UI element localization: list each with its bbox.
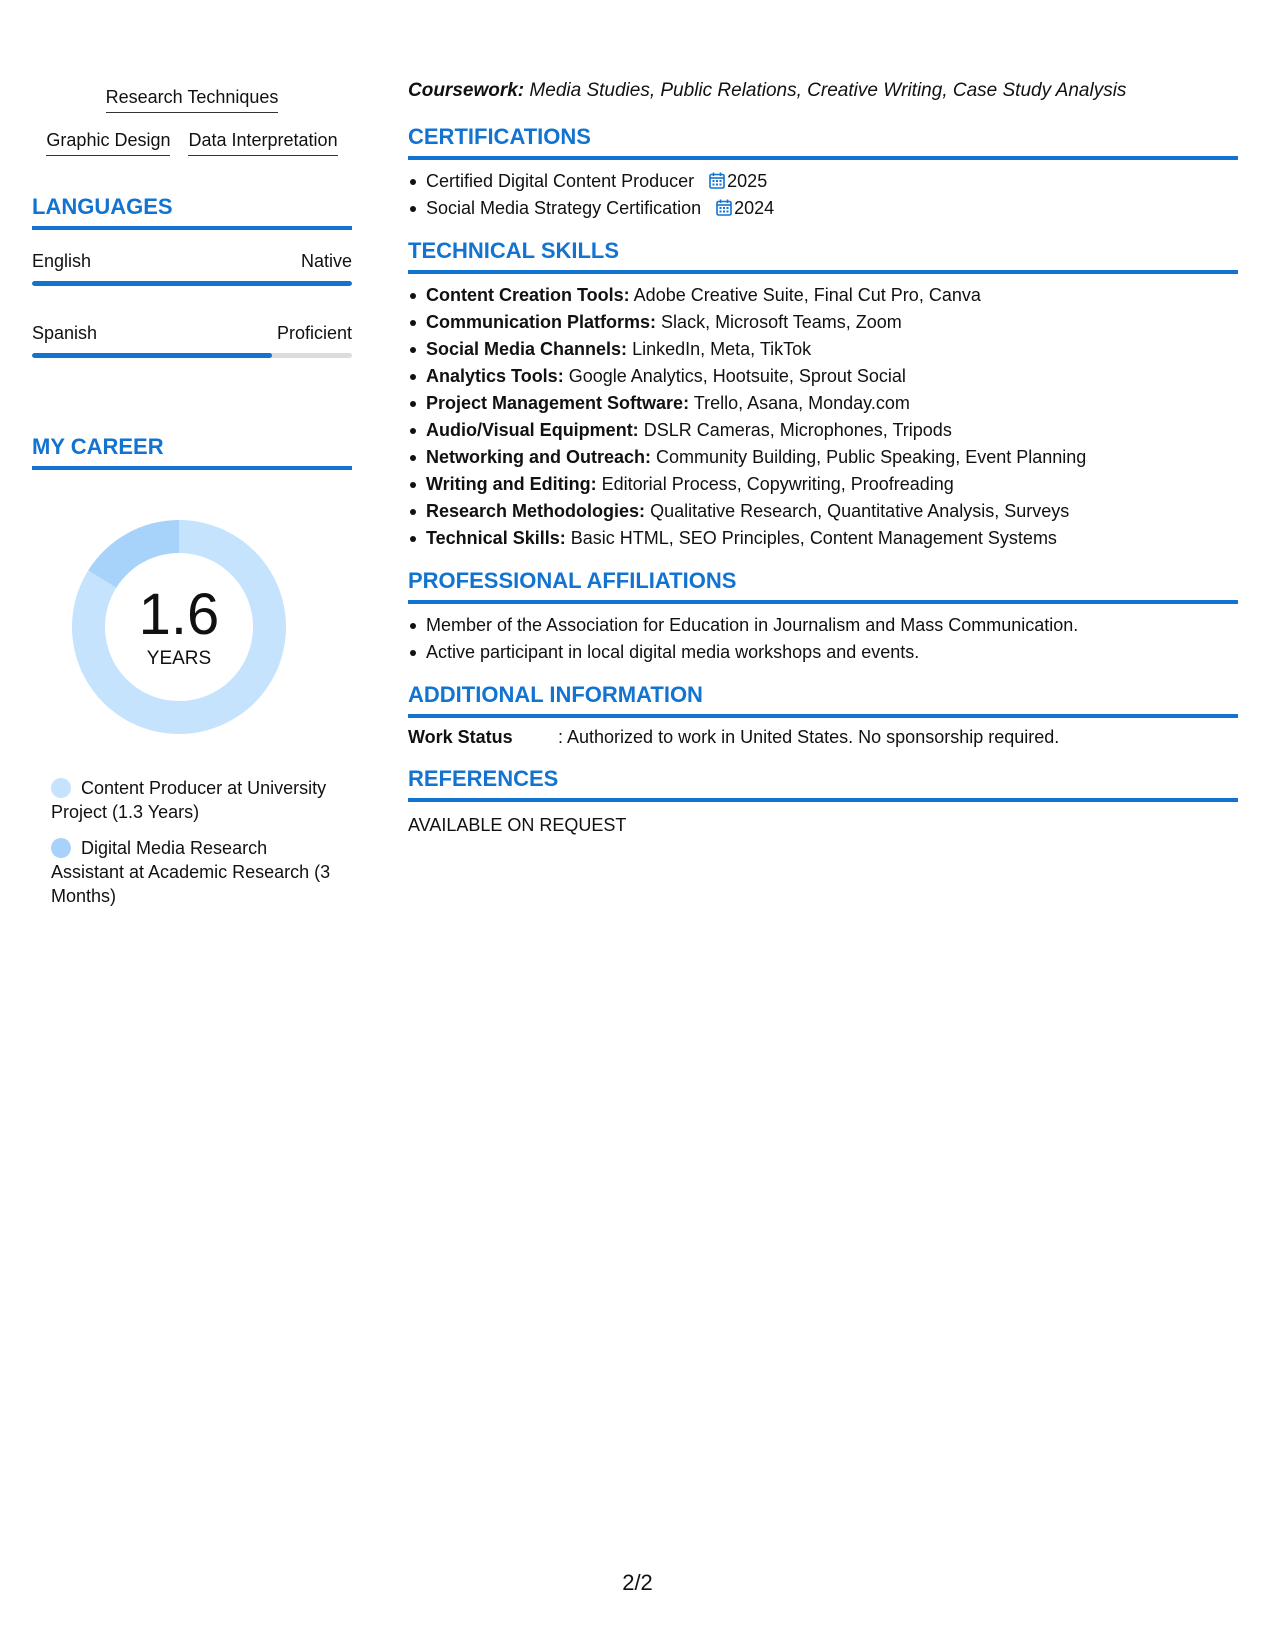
skill-tag: Data Interpretation: [188, 129, 337, 156]
legend-dot: [51, 778, 71, 798]
language-name: Spanish: [32, 323, 98, 343]
calendar-icon: [716, 199, 732, 216]
career-legend: [51, 776, 341, 908]
language-level: Native: [300, 251, 352, 271]
skill-tag: Graphic Design: [46, 129, 170, 156]
skill-label: Networking and Outreach:: [426, 447, 652, 467]
references-heading: REFERENCES: [408, 766, 1238, 802]
skill-value: Trello, Asana, Monday.com: [693, 393, 910, 413]
main-content: [408, 78, 1238, 838]
affiliations-section: [408, 568, 1238, 666]
skill-tags-row-2: [32, 129, 352, 156]
skill-value: DSLR Cameras, Microphones, Tripods: [643, 420, 952, 440]
languages-section: [32, 194, 352, 358]
skill-label: Technical Skills:: [426, 528, 566, 548]
technical-skills-section: [408, 238, 1238, 552]
languages-heading: LANGUAGES: [32, 194, 352, 230]
references-text: AVAILABLE ON REQUEST: [408, 815, 627, 835]
skill-tags-row-1: [32, 86, 352, 113]
language-item: [32, 250, 352, 286]
certification-name: Certified Digital Content Producer: [426, 171, 695, 191]
skill-item: [408, 282, 1238, 309]
language-proficiency-fill: [32, 353, 272, 358]
skill-label: Analytics Tools:: [426, 366, 564, 386]
references-section: [408, 766, 1238, 838]
skill-label: Audio/Visual Equipment:: [426, 420, 639, 440]
affiliations-heading: PROFESSIONAL AFFILIATIONS: [408, 568, 1238, 604]
skill-item: [408, 498, 1238, 525]
certification-item: [408, 195, 1238, 222]
skill-label: Writing and Editing:: [426, 474, 597, 494]
skill-label: Project Management Software:: [426, 393, 690, 413]
additional-info-section: [408, 682, 1238, 750]
language-name: English: [32, 251, 92, 271]
skill-item: [408, 525, 1238, 552]
language-proficiency-fill: [32, 281, 352, 286]
skill-item: [408, 363, 1238, 390]
certification-year: 2024: [734, 198, 775, 218]
skill-value: Basic HTML, SEO Principles, Content Management Systems: [570, 528, 1057, 548]
work-status-row: [408, 724, 1238, 750]
career-legend-item: [51, 836, 341, 908]
skill-item: [408, 444, 1238, 471]
career-heading: MY CAREER: [32, 434, 352, 470]
legend-dot: [51, 838, 71, 858]
coursework-label: Coursework:: [408, 80, 525, 101]
skill-value: Google Analytics, Hootsuite, Sprout Social: [568, 366, 906, 386]
sidebar: [32, 86, 352, 920]
skill-value: LinkedIn, Meta, TikTok: [632, 339, 812, 359]
calendar-icon: [709, 172, 725, 189]
career-total-unit: YEARS: [146, 648, 212, 669]
work-status-value: : Authorized to work in United States. No sponsorship required.: [558, 727, 1060, 747]
skill-label: Research Methodologies:: [426, 501, 646, 521]
certification-item: [408, 168, 1238, 195]
skill-value: Community Building, Public Speaking, Event Planning: [656, 447, 1087, 467]
skill-value: Editorial Process, Copywriting, Proofreading: [601, 474, 954, 494]
skill-value: Adobe Creative Suite, Final Cut Pro, Canva: [633, 285, 981, 305]
language-proficiency-bar: [32, 281, 352, 286]
skill-tag: Research Techniques: [106, 86, 279, 113]
career-legend-item: [51, 776, 341, 824]
career-donut-chart: [64, 512, 294, 742]
work-status-label: Work Status: [408, 727, 513, 747]
skill-item: [408, 471, 1238, 498]
skill-item: [408, 309, 1238, 336]
skill-value: Qualitative Research, Quantitative Analysis, Surveys: [650, 501, 1070, 521]
additional-info-heading: ADDITIONAL INFORMATION: [408, 682, 1238, 718]
certifications-section: [408, 124, 1238, 222]
skill-item: [408, 336, 1238, 363]
coursework-text: Media Studies, Public Relations, Creative Writing, Case Study Analysis: [529, 80, 1127, 101]
language-level: Proficient: [276, 323, 352, 343]
legend-label: Digital Media Research Assistant at Academic Research (3 Months): [51, 838, 331, 906]
language-proficiency-bar: [32, 353, 352, 358]
certification-name: Social Media Strategy Certification: [426, 198, 702, 218]
affiliation-item: Member of the Association for Education in Journalism and Mass Communication.: [408, 612, 1238, 639]
legend-label: Content Producer at University Project (1.3 Years): [51, 778, 327, 822]
career-section: [32, 434, 352, 908]
language-item: [32, 322, 352, 358]
career-total-number: 1.6: [138, 582, 220, 647]
certification-year: 2025: [727, 171, 768, 191]
technical-skills-heading: TECHNICAL SKILLS: [408, 238, 1238, 274]
skill-item: [408, 390, 1238, 417]
certifications-heading: CERTIFICATIONS: [408, 124, 1238, 160]
skill-value: Slack, Microsoft Teams, Zoom: [661, 312, 902, 332]
affiliation-item: Active participant in local digital media workshops and events.: [408, 639, 1238, 666]
page-number: 2/2: [622, 1570, 653, 1595]
skill-label: Content Creation Tools:: [426, 285, 630, 305]
skill-label: Social Media Channels:: [426, 339, 628, 359]
skill-label: Communication Platforms:: [426, 312, 657, 332]
coursework-line: [408, 78, 1238, 104]
skill-item: [408, 417, 1238, 444]
